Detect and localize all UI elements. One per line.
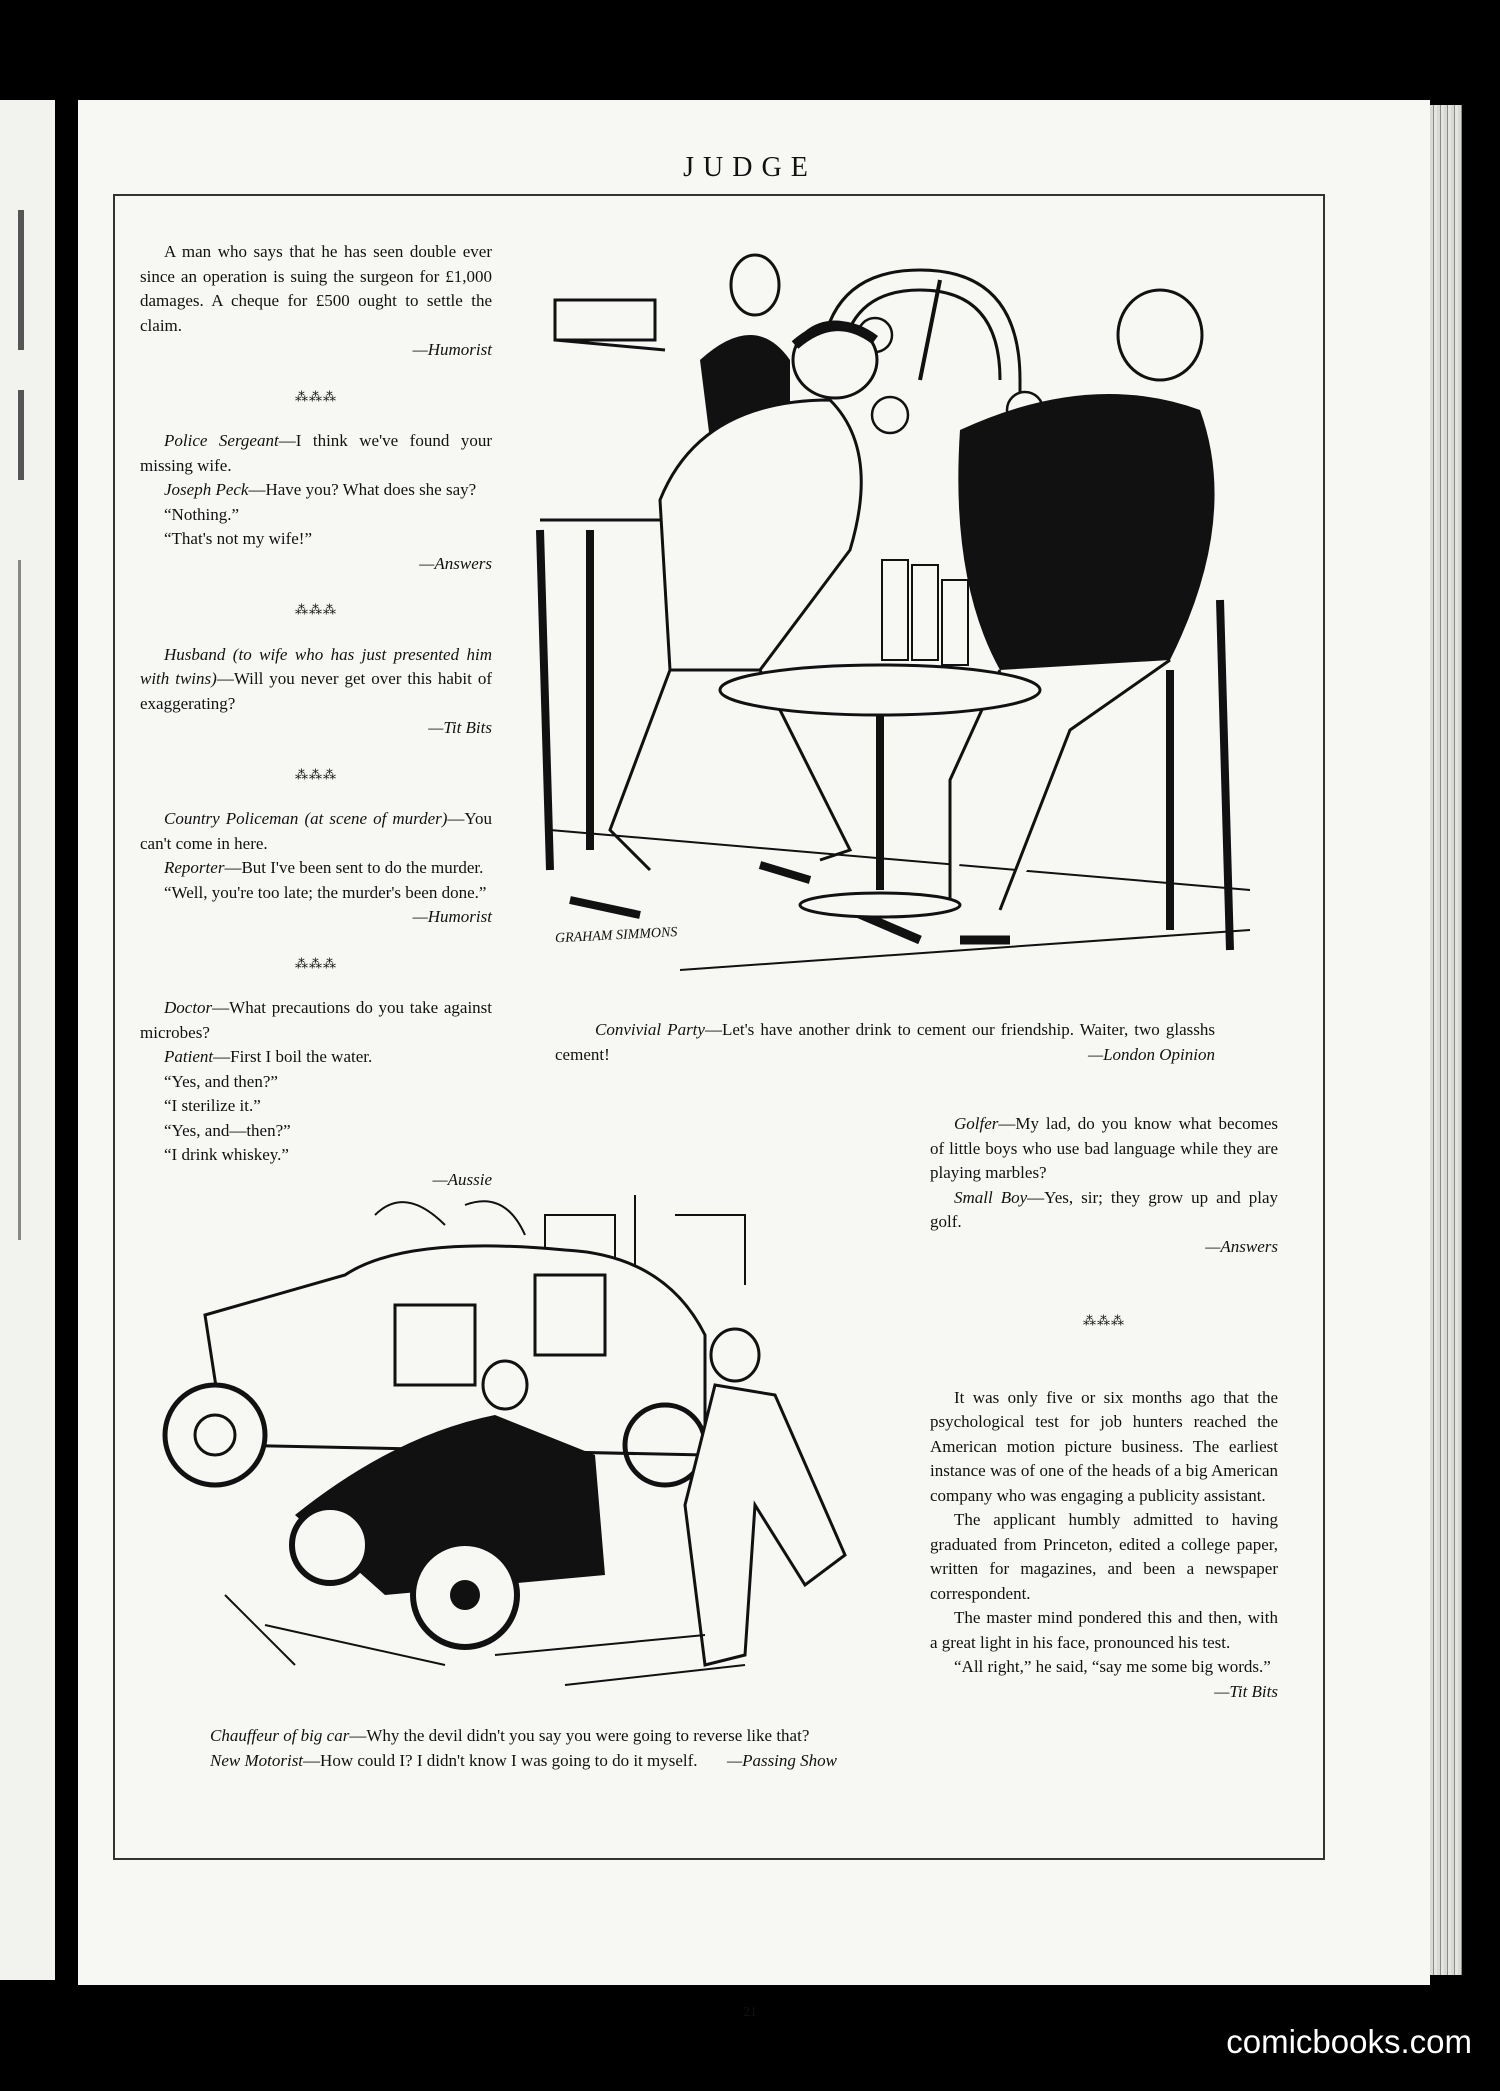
dialogue-line: “Nothing.” — [164, 504, 240, 524]
dialogue-line: Country Policeman (at scene of murder)—You can't come in here. — [140, 809, 492, 853]
joke-source: —Humorist — [412, 907, 492, 926]
top-cartoon-caption — [555, 1017, 1215, 1067]
section-divider: ⁂⁂⁂ — [295, 766, 337, 782]
dialogue-line: “I sterilize it.” — [164, 1096, 261, 1115]
page-number: 21 — [743, 2005, 757, 2020]
story-paragraph: It was only five or six months ago that the psychological test for job hunters reached the American motion picture business. The earliest instance was of one of the heads of a big American company who was engaging a publicity assistant. — [930, 1387, 1278, 1505]
speaker: Doctor — [164, 998, 213, 1017]
cartoon-signature: GRAHAM SIMMONS — [554, 925, 678, 947]
bar-scene-illustration — [530, 250, 1280, 990]
caption-speaker: Convivial Party — [595, 1020, 705, 1039]
joke-text: A man who says that he has seen double ever since an operation is suing the surgeon for £1,000 damages. A cheque for £500 ought to settle the claim. — [140, 242, 492, 335]
section-divider: ⁂⁂⁂ — [295, 388, 337, 404]
dialogue-line: “Yes, and—then?” — [164, 1120, 291, 1140]
dialogue-line: “Well, you're too late; the murder's been done.” — [164, 882, 487, 902]
dialogue-line: “That's not my wife!” — [164, 529, 312, 548]
dialogue-line: Joseph Peck—Have you? What does she say? — [164, 480, 477, 499]
dialogue-text: —Yes, sir; they grow up and play golf. — [930, 1187, 1278, 1231]
page-header-title: JUDGE — [683, 152, 817, 183]
dialogue-line: “Yes, and then?” — [164, 1071, 278, 1091]
watermark: comicbooks.com — [1226, 2023, 1472, 2060]
dialogue-line: Husband (to wife who has just presented him with twins)—Will you never get over this habit of exaggerating? — [140, 644, 492, 713]
speaker: Reporter — [164, 858, 225, 877]
speaker: Country Policeman (at scene of murder) — [164, 809, 448, 828]
speaker: Husband (to wife who has just presented him with twins) — [140, 644, 492, 688]
speaker: Patient — [164, 1047, 214, 1066]
joke-source: —Answers — [419, 553, 492, 573]
story-paragraph: The applicant humbly admitted to having graduated from Princeton, edited a college paper, written for magazines, and been a newspaper correspondent. — [930, 1510, 1278, 1603]
joke-source: —Tit Bits — [428, 718, 492, 737]
speaker: Small Boy — [954, 1187, 1028, 1207]
left-column — [140, 240, 492, 1192]
caption-source: —Passing Show — [726, 1751, 837, 1770]
speaker: Joseph Peck — [164, 480, 249, 499]
joke-source: —Aussie — [432, 1169, 492, 1189]
dialogue-line: “I drink whiskey.” — [164, 1145, 289, 1164]
adjacent-page-edge — [0, 100, 55, 1980]
page-stack-edge — [1430, 105, 1462, 1975]
caption-text: —Why the devil didn't you say you were going to reverse like that? — [349, 1726, 810, 1745]
joke-source: —Answers — [1205, 1236, 1278, 1256]
section-divider: ⁂⁂⁂ — [295, 955, 337, 971]
section-divider: ⁂⁂⁂ — [1083, 1313, 1125, 1328]
caption-text: —How could I? I didn't know I was going to do it myself. — [303, 1751, 698, 1770]
car-collision-illustration — [145, 1195, 935, 1695]
story-paragraph: The master mind pondered this and then, with a great light in his face, pronounced his test. — [930, 1608, 1278, 1652]
bottom-cartoon-caption — [190, 1723, 855, 1773]
joke-source: —Humorist — [412, 340, 492, 359]
caption-speaker: Chauffeur of big car — [210, 1726, 350, 1745]
speaker: Police Sergeant — [164, 431, 279, 450]
caption-speaker: New Motorist — [210, 1751, 304, 1770]
dialogue-line: Patient—First I boil the water. — [164, 1047, 373, 1066]
right-column — [930, 1112, 1278, 1704]
dialogue-line: Police Sergeant—I think we've found your missing wife. — [140, 431, 492, 475]
dialogue-line: Reporter—But I've been sent to do the murder. — [164, 858, 484, 877]
speaker: Golfer — [954, 1114, 999, 1133]
caption-source: —London Opinion — [1087, 1045, 1215, 1064]
section-divider: ⁂⁂⁂ — [295, 602, 337, 617]
dialogue-line: Doctor—What precautions do you take against microbes? — [140, 998, 492, 1042]
dialogue-text: —My lad, do you know what becomes of little boys who use bad language while they are playing marbles? — [930, 1114, 1278, 1182]
joke-source: —Tit Bits — [1214, 1681, 1278, 1701]
story-paragraph: “All right,” he said, “say me some big words.” — [954, 1657, 1271, 1676]
caption-text: —Let's have another drink to cement our friendship. Waiter, two glasshs cement! — [555, 1020, 1215, 1064]
